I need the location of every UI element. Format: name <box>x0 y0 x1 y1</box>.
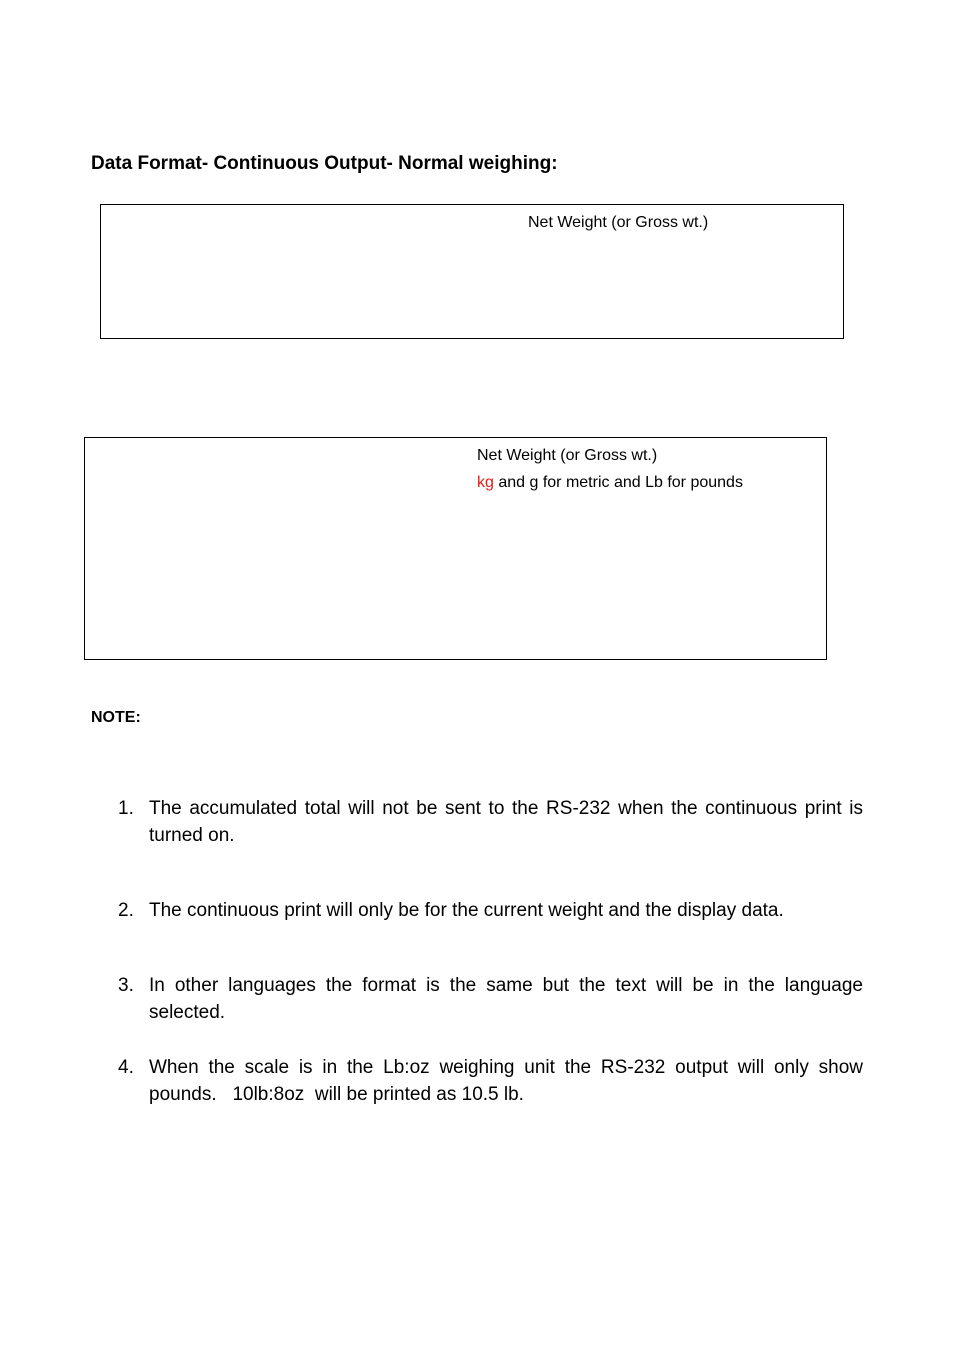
note-item <box>118 972 863 1026</box>
note-title: NOTE: <box>91 709 141 726</box>
note-number: 1. <box>118 798 134 819</box>
note-text: In other languages the format is the same but the text will be in the language selected. <box>149 975 863 1023</box>
note-item <box>118 1054 869 1108</box>
notes-list <box>118 795 869 1108</box>
note-number: 4. <box>118 1057 134 1078</box>
section-heading: Data Format- Continuous Output- Normal weighing: <box>91 153 558 174</box>
net-weight-label: Net Weight (or Gross wt.) <box>477 447 658 464</box>
note-text: The continuous print will only be for the current weight and the display data. <box>149 900 784 921</box>
note-item <box>118 795 863 849</box>
note-item <box>118 897 863 924</box>
unit-highlight: kg <box>477 474 494 491</box>
net-weight-label: Net Weight (or Gross wt.) <box>528 214 709 231</box>
format-box-2 <box>84 437 827 660</box>
unit-description-text: and g for metric and Lb for pounds <box>493 474 743 491</box>
format-box-1 <box>100 204 844 339</box>
note-number: 2. <box>118 900 134 921</box>
note-text: When the scale is in the Lb:oz weighing unit the RS-232 output will only show pounds. 10lb:8oz will be printed as 10.5 lb. <box>149 1057 869 1105</box>
note-text: The accumulated total will not be sent to the RS-232 when the continuous print is turned on. <box>149 798 863 846</box>
note-number: 3. <box>118 975 134 996</box>
unit-description <box>477 474 743 492</box>
